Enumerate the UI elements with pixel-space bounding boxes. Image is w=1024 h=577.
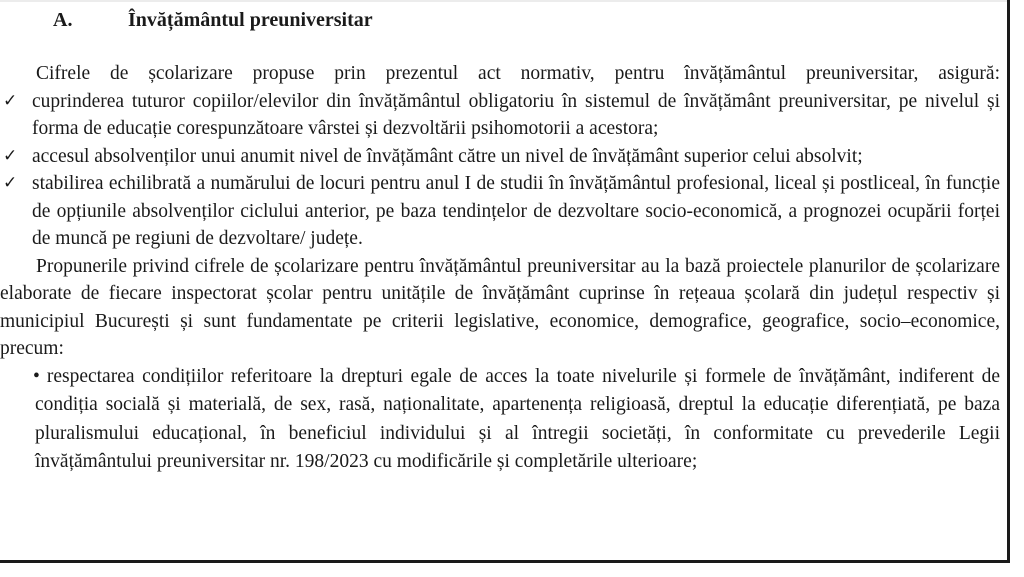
- checkmark-icon: ✓: [3, 90, 18, 111]
- checkmark-icon: ✓: [3, 145, 18, 166]
- check-list-item: [0, 143, 1000, 171]
- check-list-item: [0, 88, 1000, 143]
- bullet-item-text: respectarea condițiilor referitoare la drepturi egale de acces la toate nivelurile și formele de învățământ, indiferent de condiția socială și materială, de sex, rasă, naționalitate, apartenența religioasă, dreptul la educație diferențiată, pe baza pluralismului educațional, în beneficiul individului și al întregii societăți, în conformitate cu prevederile Legii învățământului preuniversitar nr. 198/2023 cu modificările și completările ulterioare;: [35, 365, 1000, 472]
- check-item-text: stabilirea echilibrată a numărului de locuri pentru anul I de studii în învățământul profesional, liceal și postliceal, în funcție de opțiunile absolvenților ciclului anterior, pe baza tendințelor de dezvoltare socio-economică, a prognozei ocupării forței de muncă pe regiuni de dezvoltare/ județe.: [32, 173, 1000, 249]
- document-content: [0, 6, 1000, 477]
- bullet-list: [0, 363, 1000, 477]
- check-item-text: cuprinderea tuturor copiilor/elevilor din învățământul obligatoriu în sistemul de învățământ preuniversitar, pe nivelul și forma de educație corespunzătoare vârstei și dezvoltării psihomotorii a acestora;: [32, 90, 1000, 139]
- section-heading: [53, 6, 1000, 34]
- page-top-edge: [0, 0, 1007, 2]
- intro-paragraph: Cifrele de școlarizare propuse prin prezentul act normativ, pentru învățământul preuniversitar, asigură:: [36, 63, 1000, 84]
- page-bottom-border: [0, 560, 1010, 563]
- body-paragraph: Propunerile privind cifrele de școlarizare pentru învățământul preuniversitar au la bază proiectele planurilor de școlarizare elaborate de fiecare inspectorat școlar pentru unitățile de învățământ cuprinse în rețeaua școlară din județul respectiv și municipiul București și sunt fundamentate pe criterii legislative, economice, demografice, geografice, socio–economice, precum:: [0, 255, 1000, 359]
- section-heading-title: Învățământul preuniversitar: [128, 9, 373, 31]
- checkmark-icon: ✓: [3, 173, 18, 193]
- check-item-text: accesul absolvenților unui anumit nivel de învățământ către un nivel de învățământ superior celui absolvit;: [32, 145, 863, 167]
- bullet-list-item: [0, 363, 1000, 477]
- check-list-item: [0, 170, 1000, 253]
- section-heading-label: A.: [53, 9, 73, 31]
- page-right-border: [1007, 0, 1010, 563]
- bullet-icon: •: [33, 365, 40, 387]
- check-list: [0, 88, 1000, 253]
